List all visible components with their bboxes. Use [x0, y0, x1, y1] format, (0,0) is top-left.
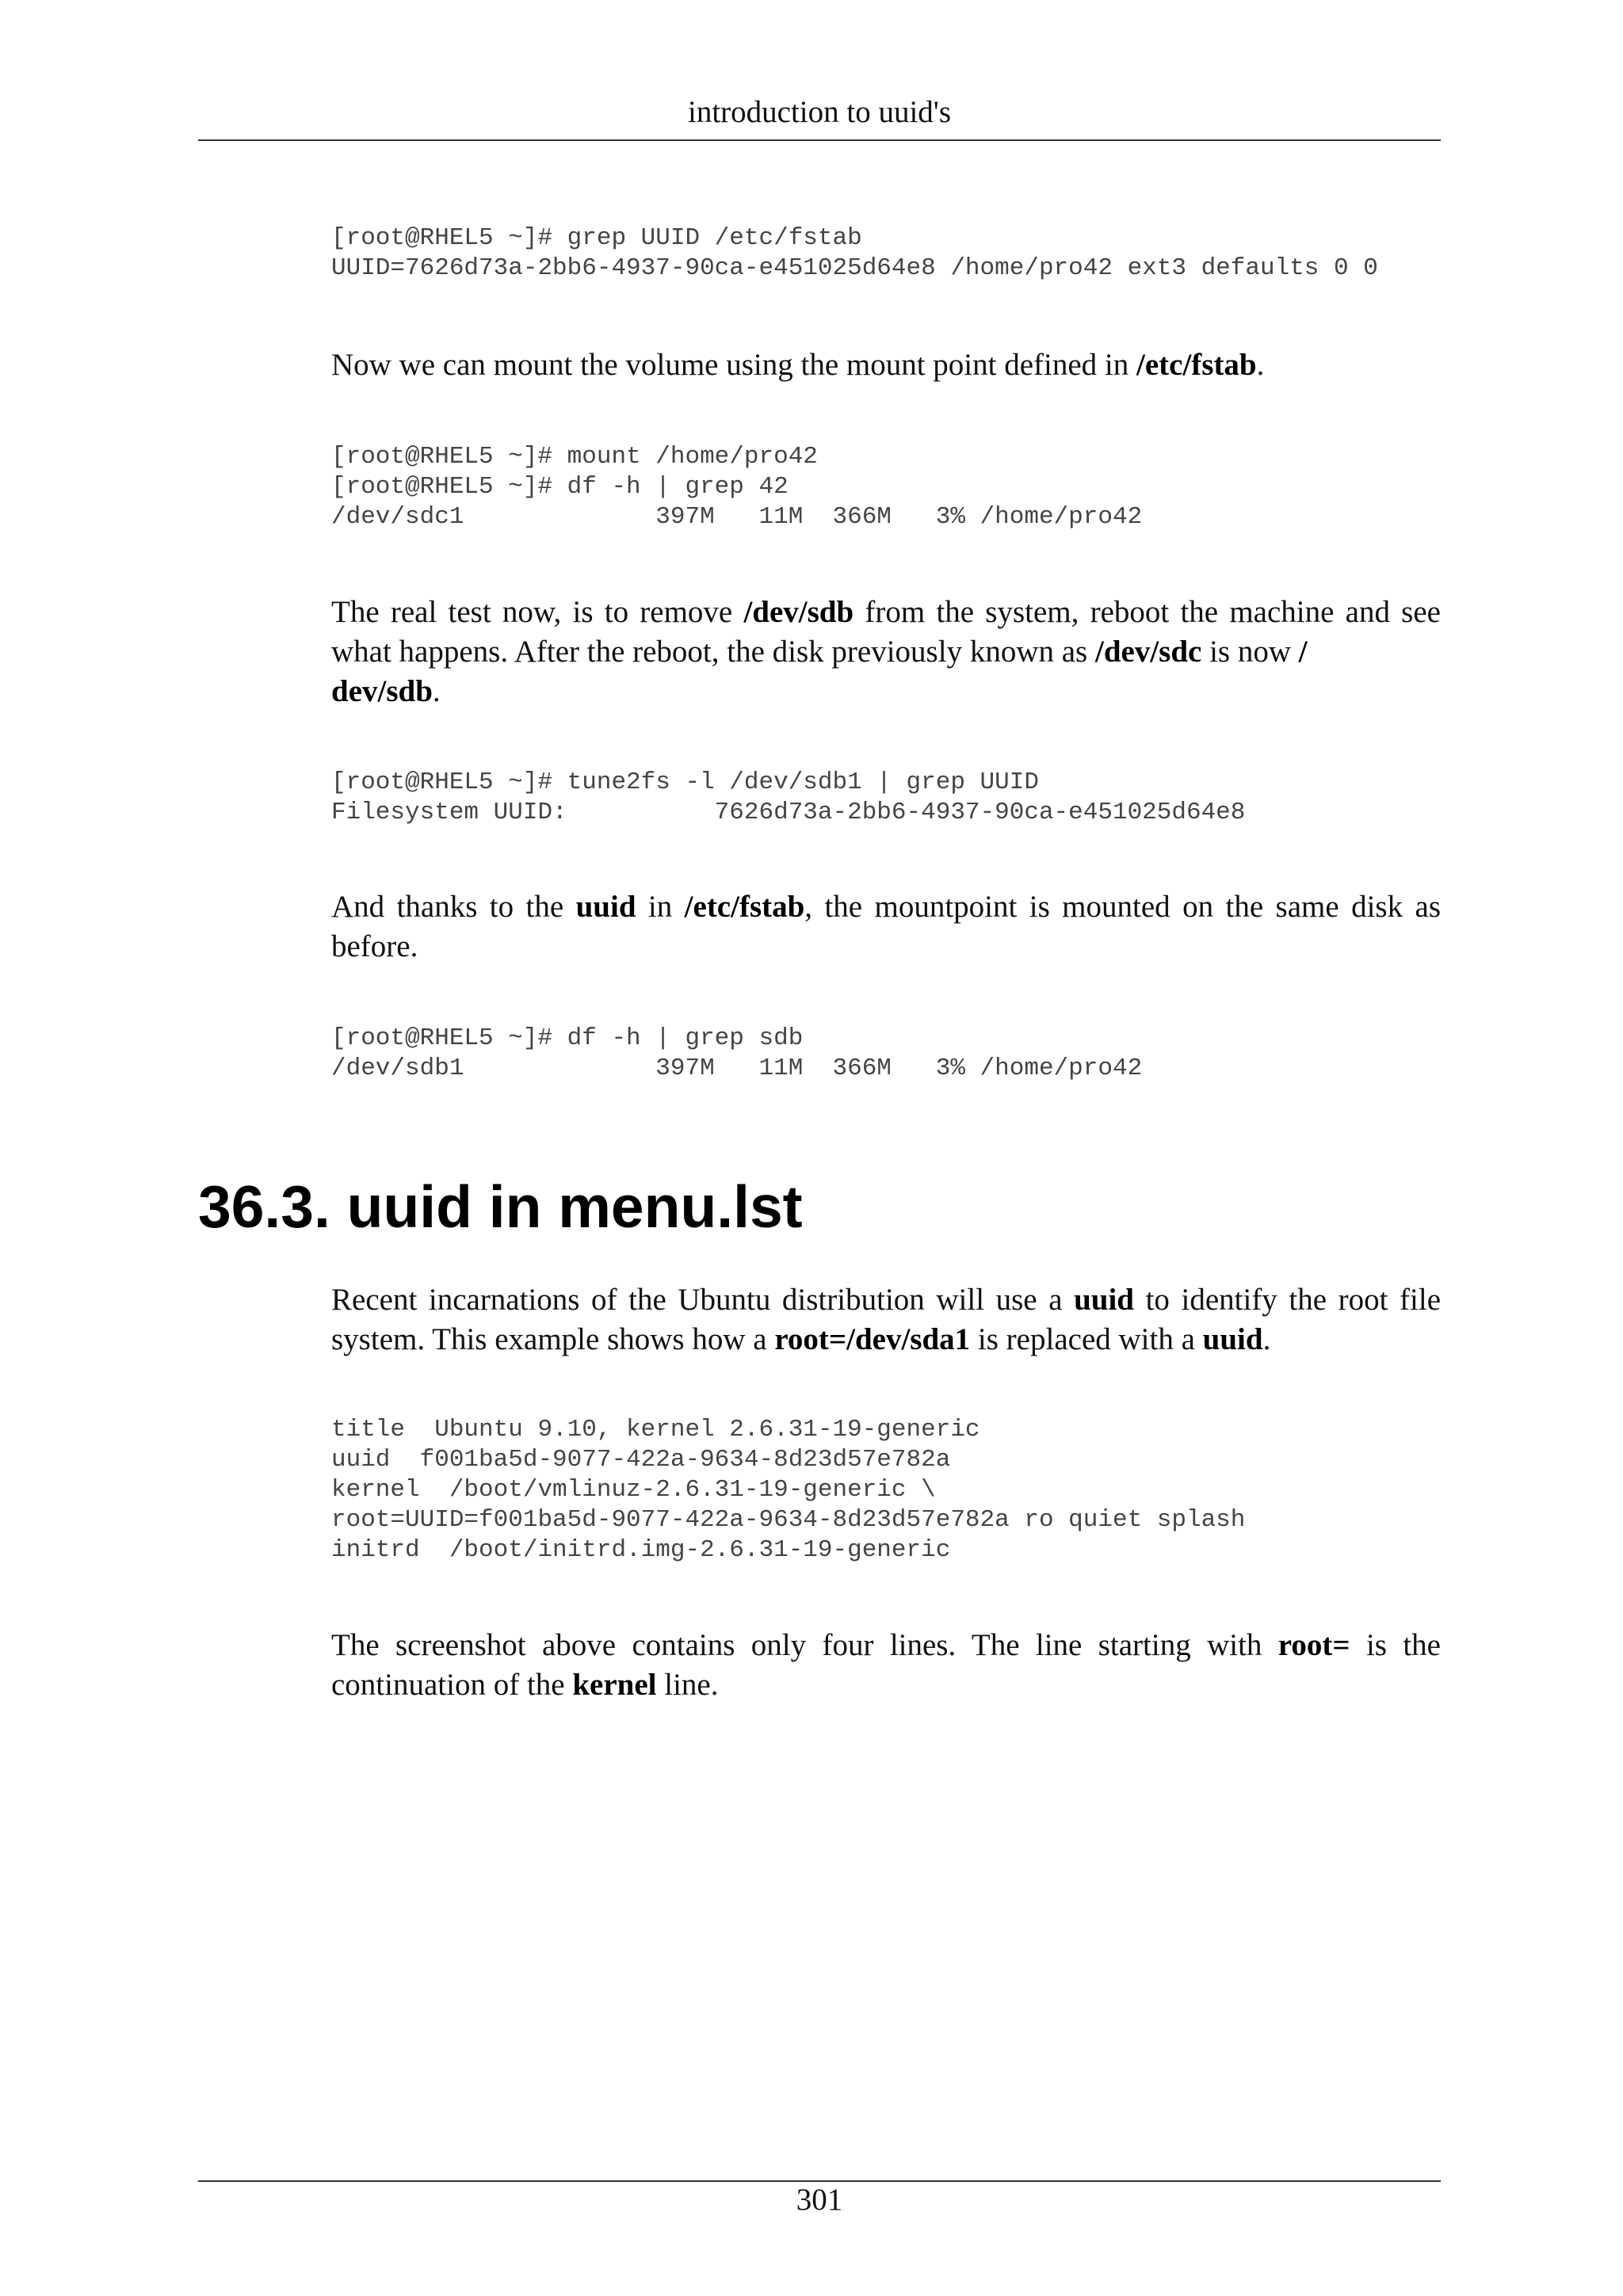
paragraph-ubuntu: Recent incarnations of the Ubuntu distribution will use a uuid to identify the root file system. This example shows how a root=/dev/sda1 is replaced with a uuid.: [331, 1283, 1441, 1356]
paragraph-real-test: The real test now, is to remove /dev/sdb from the system, reboot the machine and see what happens. After the reboot, the disk previously known as /dev/sdc is now / dev/sdb.: [331, 595, 1441, 708]
code-block-menu-lst: title Ubuntu 9.10, kernel 2.6.31-19-generic uuid f001ba5d-9077-422a-9634-8d23d57e782a kernel /boot/vmlinuz-2.6.31-19-generic \ root=UUID=f001ba5d-9077-422a-9634-8d23d57e782a ro quiet splash initrd /boot/initrd.img-2.6.31-19-generic: [331, 1416, 1246, 1564]
running-header: introduction to uuid's: [687, 95, 951, 129]
code-block-tune2fs: [root@RHEL5 ~]# tune2fs -l /dev/sdb1 | grep UUID Filesystem UUID: 7626d73a-2bb6-4937-90ca-e451025d64e8: [331, 769, 1246, 826]
header-rule: [198, 139, 1441, 141]
section-heading: 36.3. uuid in menu.lst: [198, 1173, 803, 1240]
paragraph-screenshot-note: The screenshot above contains only four lines. The line starting with root= is the continuation of the kernel line.: [331, 1628, 1441, 1702]
code-block-grep-fstab: [root@RHEL5 ~]# grep UUID /etc/fstab UUID=7626d73a-2bb6-4937-90ca-e451025d64e8 /home/pro42 ext3 defaults 0 0: [331, 224, 1378, 282]
code-block-df-sdb: [root@RHEL5 ~]# df -h | grep sdb /dev/sdb1 397M 11M 366M 3% /home/pro42: [331, 1024, 1143, 1082]
paragraph-thanks-uuid: And thanks to the uuid in /etc/fstab, the mountpoint is mounted on the same disk as before.: [331, 890, 1441, 963]
page-number: 301: [796, 2183, 843, 2217]
code-block-mount-df: [root@RHEL5 ~]# mount /home/pro42 [root@RHEL5 ~]# df -h | grep 42 /dev/sdc1 397M 11M 366M 3% /home/pro42: [331, 443, 1143, 531]
paragraph-mount-intro: Now we can mount the volume using the mount point defined in /etc/fstab.: [331, 348, 1265, 382]
